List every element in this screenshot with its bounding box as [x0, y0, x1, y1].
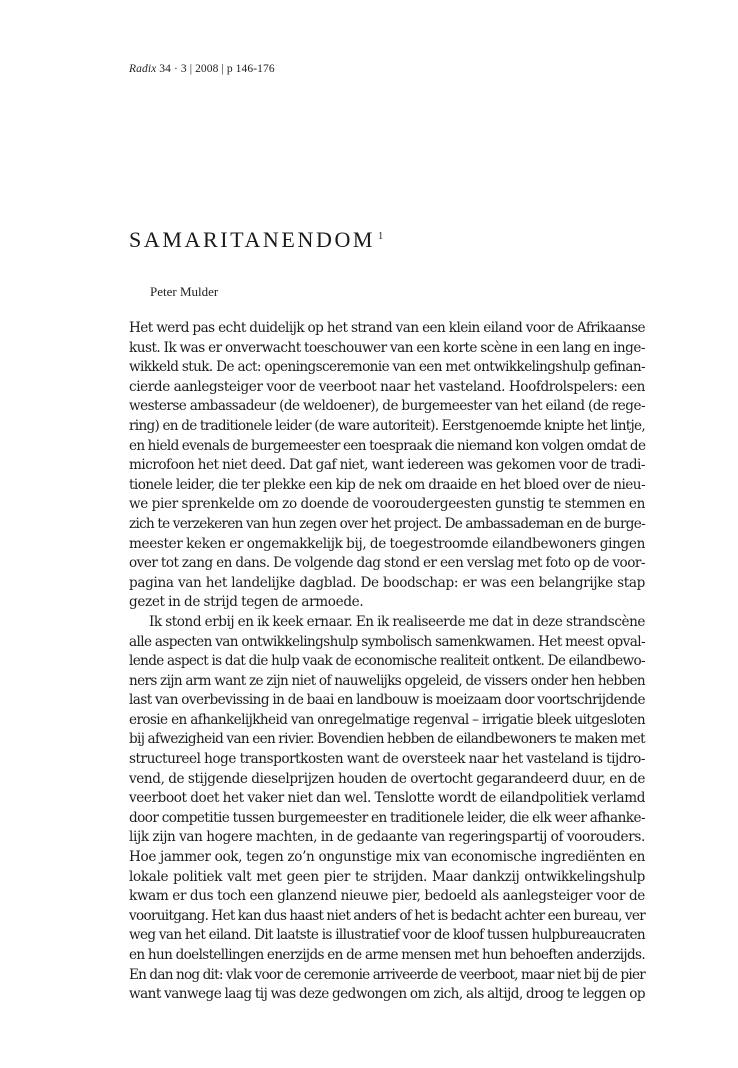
body-text-line: westerse ambassadeur (de weldoener), de burgemeester van het eiland (de rege-: [129, 398, 645, 415]
body-text-line: vend, de stijgende dieselprijzen houden de overtocht gegarandeerd duur, en de: [129, 770, 645, 787]
body-text-line: door competitie tussen burgemeester en traditionele leider, die elk weer afhanke-: [129, 809, 645, 826]
body-text-line: erosie en afhankelijkheid van onregelmatige regenval – irrigatie bleek uitgesloten: [129, 711, 645, 728]
body-text-line: structureel hoge transportkosten want de oversteek naar het vasteland is tijdro-: [129, 751, 645, 768]
article-title: [129, 229, 383, 251]
author-name: Peter Mulder: [150, 284, 219, 299]
body-text-line: en hield evenals de burgemeester een toespraak die niemand kon volgen omdat de: [129, 437, 646, 454]
body-text-line: Hoe jammer ook, tegen zo’n ongunstige mix van economische ingrediënten en: [129, 849, 645, 866]
body-text-line: Het werd pas echt duidelijk op het strand van een klein eiland voor de Afrikaanse: [129, 320, 645, 336]
article-title-text: SAMARITANENDOM: [129, 227, 376, 252]
article-body: [129, 319, 645, 1005]
body-text-line: tionele leider, die ter plekke een kip de nek om draaide en het bloed over de nieu-: [129, 476, 645, 493]
body-text-line: pagina van het landelijke dagblad. De boodschap: er was een belangrijke stap: [129, 574, 645, 591]
body-text-line: wikkeld stuk. De act: openingsceremonie van een met ontwikkelingshulp gefinan-: [129, 359, 645, 376]
body-text-line: bij afwezigheid van een rivier. Bovendien hebben de eilandbewoners te maken met: [129, 731, 645, 748]
body-text-line: lende aspect is dat die hulp vaak de economische realiteit ontkent. De eilandbewo-: [129, 653, 645, 670]
footnote-marker[interactable]: 1: [378, 231, 384, 242]
body-text-line: zich te verzekeren van hun zegen over het project. De ambassademan en de burge-: [129, 515, 645, 532]
issue-details: 34 · 3 | 2008 | p 146-176: [156, 63, 275, 75]
body-text-line: lijk zijn van hogere machten, in de gedaante van regeringspartij of voorouders.: [129, 829, 645, 846]
body-text-line: vooruitgang. Het kan dus haast niet anders of het is bedacht achter een bureau, ver: [129, 907, 645, 924]
body-text-line: en hun doelstellingen enerzijds en de arme mensen met hun behoeften anderzijds.: [129, 947, 645, 963]
running-header: [129, 63, 275, 75]
body-text-line: ring) en de traditionele leider (de ware autoriteit). Eerstgenoemde knipte het lintje,: [129, 417, 645, 434]
body-text-line: Ik stond erbij en ik keek ernaar. En ik realiseerde me dat in deze strandscène: [149, 613, 645, 630]
body-text-line: lokale politiek valt met geen pier te strijden. Maar dankzij ontwikkelingshulp: [129, 868, 645, 885]
body-text-line: En dan nog dit: vlak voor de ceremonie arriveerde de veerboot, maar niet bij de pier: [129, 966, 645, 983]
body-text-line: ners zijn arm want ze zijn niet of nauwelijks opgeleid, de vissers onder hen hebben: [129, 672, 645, 689]
body-text-line: meester keken er ongemakkelijk bij, de toegestroomde eilandbewoners gingen: [129, 535, 645, 552]
body-text-line: over tot zang en dans. De volgende dag stond er een verslag met foto op de voor-: [129, 555, 645, 572]
body-text-line: veerboot doet het vaker niet dan wel. Tenslotte wordt de eilandpolitiek verlamd: [129, 790, 645, 807]
body-text-line: kwam er dus toch een glanzend nieuwe pier, bedoeld als aanlegsteiger voor de: [129, 888, 645, 905]
body-text-line: kust. Ik was er onverwacht toeschouwer van een korte scène in een lang en inge-: [129, 339, 645, 356]
body-text-line: we pier sprenkelde om zo doende de vooroudergeesten gunstig te stemmen en: [129, 496, 645, 513]
journal-name: Radix: [129, 63, 157, 75]
body-text-line: gezet in de strijd tegen de armoede.: [129, 594, 364, 611]
body-text-line: cierde aanlegsteiger voor de veerboot naar het vasteland. Hoofdrolspelers: een: [129, 378, 645, 395]
body-text-line: want vanwege laag tij was deze gedwongen om zich, als altijd, droog te leggen op: [129, 986, 645, 1003]
body-text-line: alle aspecten van ontwikkelingshulp symbolisch samenkwamen. Het meest opval-: [129, 633, 645, 650]
body-text-line: weg van het eiland. Dit laatste is illustratief voor de kloof tussen hulpbureaucraten: [129, 927, 645, 944]
body-text-line: microfoon het niet deed. Dat gaf niet, want iedereen was gekomen voor de tradi-: [129, 457, 645, 474]
body-text-line: last van overbevissing in de baai en landbouw is moeizaam door voortschrijdende: [129, 692, 645, 709]
